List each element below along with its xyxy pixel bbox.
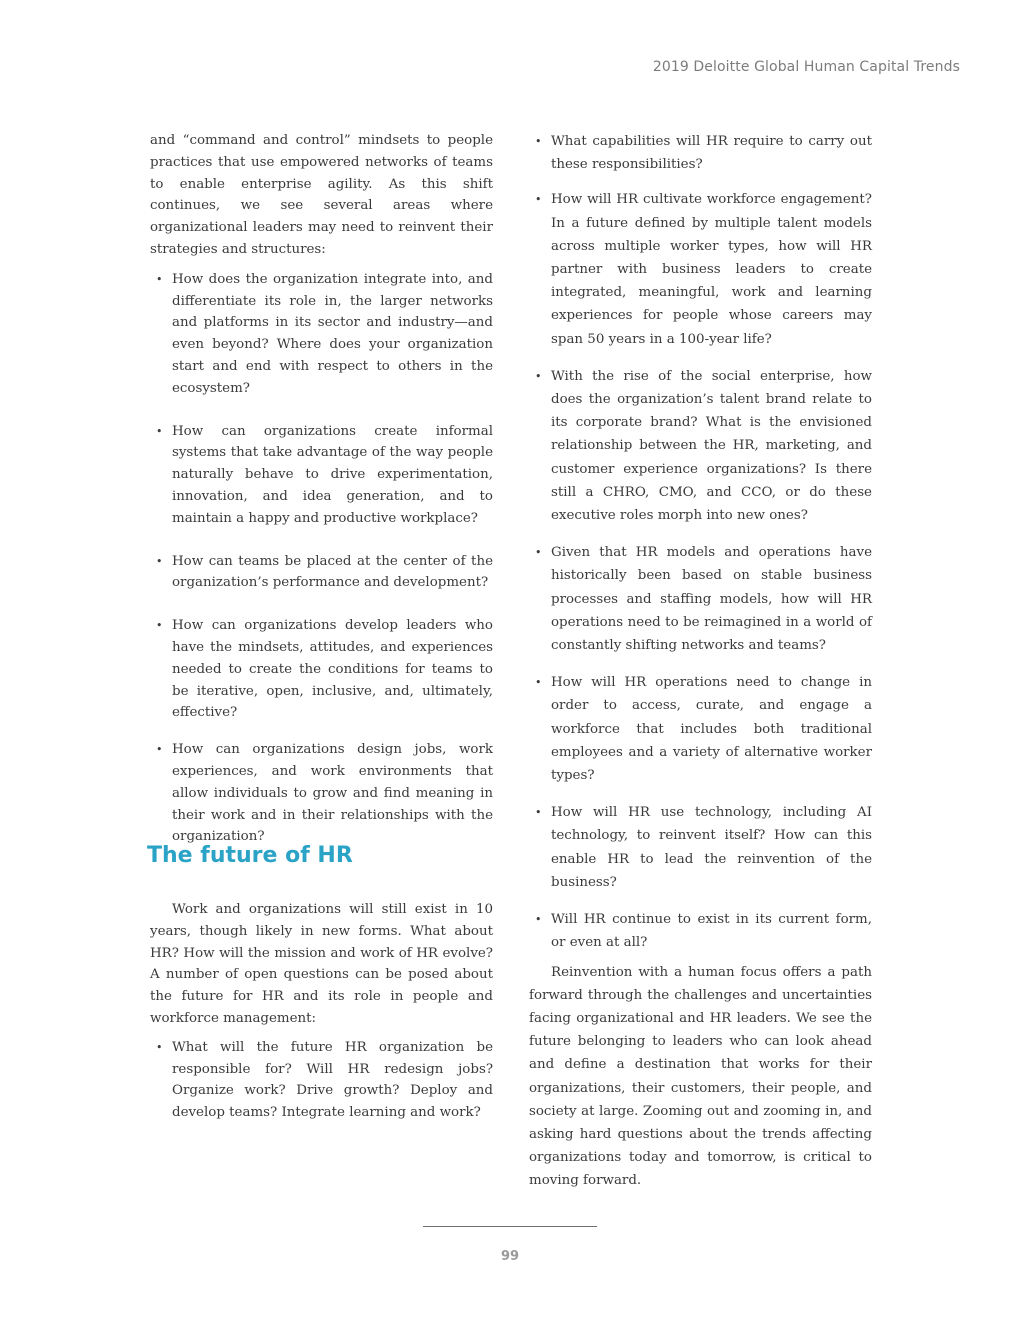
bullet-icon: • [156, 1040, 163, 1054]
future-of-hr-section [150, 899, 493, 1124]
list-item-text: Given that HR models and operations have historically been based on stable business processes and staffing models, how will HR operations need to be reimagined in a world of constantly shifting networks and teams? [551, 545, 872, 654]
right-column [529, 130, 872, 1193]
list-item-text: How does the organization integrate into, and differentiate its role in, the larger networks and platforms in its sector and industry—and even beyond? Where does your organization start and end with respect to others in the ecosystem? [172, 271, 493, 396]
list-item-text: How will HR use technology, including AI technology, to reinvent itself? How can this enable HR to lead the reinvention of the business? [551, 805, 872, 890]
list-item-text: What will the future HR organization be responsible for? Will HR redesign jobs? Organize work? Drive growth? Deploy and develop teams? Integrate learning and work? [172, 1039, 493, 1121]
future-paragraph: Work and organizations will still exist in 10 years, though likely in new forms. What about HR? How will the mission and work of HR evolve? A number of open questions can be posed about the future for HR and its role in people and workforce management: [150, 902, 493, 1026]
list-item [529, 541, 872, 657]
future-questions-list [150, 1037, 493, 1124]
closing-paragraph: Reinvention with a human focus offers a path forward through the challenges and uncertainties facing organizational and HR leaders. We see the future belonging to leaders who can look ahead and define a destination that works for their organizations, their customers, their people, and society at large. Zooming out and zooming in, and asking hard questions about the trends affecting organizations today and tomorrow, is critical to moving forward. [529, 964, 872, 1189]
list-item-text: How will HR cultivate workforce engagement? In a future defined by multiple talent models across multiple worker types, how will HR partner with business leaders to create integrated, meaningful, work and learning experiences for people whose careers may span 50 years in a 100-year life? [551, 192, 872, 347]
bullet-icon: • [535, 135, 542, 148]
intro-paragraph: and “command and control” mindsets to people practices that use empowered networks of teams to enable enterprise agility. As this shift continues, we see several areas where organizational leaders may need to reinvent their strategies and structures: [150, 133, 493, 257]
list-item [150, 421, 493, 530]
list-item [529, 908, 872, 954]
list-item [529, 188, 872, 350]
list-item [529, 801, 872, 894]
bullet-icon: • [535, 546, 542, 560]
list-item-text: With the rise of the social enterprise, how does the organization’s talent brand relate to its corporate brand? What is the envisioned relationship between the HR, marketing, and customer experience organizations? Is there still a CHRO, CMO, and CCO, or do these executive roles morph into new ones? [551, 368, 872, 524]
reinvention-questions-list [150, 269, 493, 848]
bullet-icon: • [156, 424, 163, 438]
list-item-text: How can organizations design jobs, work experiences, and work environments that allow individuals to grow and find meaning in their work and in their relationships with the organization? [172, 742, 493, 845]
list-item [150, 269, 493, 400]
running-header: 2019 Deloitte Global Human Capital Trends [652, 59, 960, 75]
list-item [150, 1037, 493, 1124]
footer-divider [423, 1226, 597, 1227]
left-column [150, 130, 493, 848]
list-item [529, 365, 872, 527]
list-item-text: How can teams be placed at the center of the organization’s performance and development? [172, 553, 493, 591]
list-item-text: How can organizations develop leaders who have the mindsets, attitudes, and experiences needed to create the conditions for teams to be iterative, open, inclusive, and, ultimately, effective? [172, 618, 493, 721]
section-title: The future of HR [147, 843, 353, 868]
list-item [529, 671, 872, 787]
list-item [150, 551, 493, 595]
list-item-text: What capabilities will HR require to carry out these responsibilities? [551, 134, 872, 173]
page-number: 99 [500, 1249, 520, 1264]
hr-questions-list [529, 130, 872, 955]
list-item-text: How will HR operations need to change in order to access, curate, and engage a workforce that includes both traditional employees and a variety of alternative worker types? [551, 675, 872, 784]
bullet-icon: • [156, 619, 163, 633]
list-item [529, 130, 872, 176]
bullet-icon: • [156, 272, 163, 286]
list-item [150, 739, 493, 848]
list-item [150, 615, 493, 724]
bullet-icon: • [156, 554, 163, 568]
list-item-text: Will HR continue to exist in its current form, or even at all? [551, 912, 872, 951]
bullet-icon: • [535, 913, 542, 927]
list-item-text: How can organizations create informal systems that take advantage of the way people naturally behave to drive experimentation, innovation, and idea generation, and to maintain a happy and productive workplace? [172, 423, 493, 526]
bullet-icon: • [535, 369, 542, 383]
bullet-icon: • [535, 193, 542, 207]
bullet-icon: • [535, 806, 542, 820]
bullet-icon: • [156, 743, 163, 757]
bullet-icon: • [535, 676, 542, 690]
